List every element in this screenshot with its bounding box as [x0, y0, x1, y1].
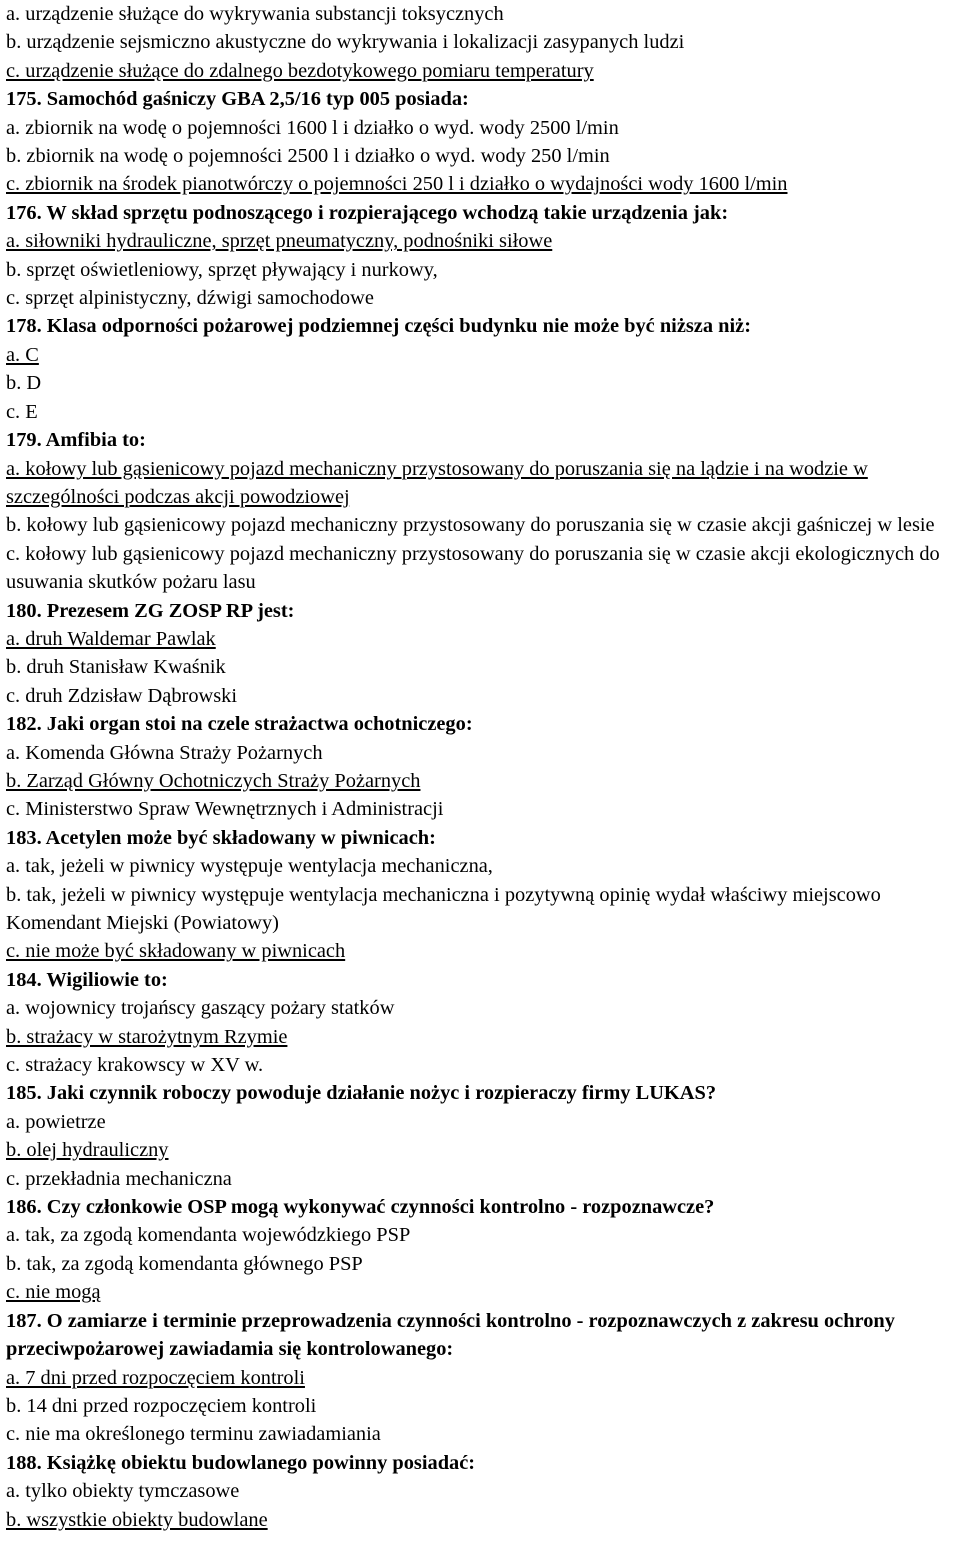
answer-line: c. E	[6, 400, 38, 423]
answer-line: b. 14 dni przed rozpoczęciem kontroli	[6, 1394, 317, 1417]
answer-line: a. wojownicy trojańscy gaszący pożary statków	[6, 997, 395, 1020]
answer-line: a. urządzenie służące do wykrywania substancji toksycznych	[6, 3, 504, 25]
correct-answer-line: a. kołowy lub gąsienicowy pojazd mechaniczny przystosowany do poruszania się na lądzie i na wodzie w szczególności podczas akcji powodziowej	[6, 457, 868, 508]
answer-line: a. tak, za zgodą komendanta wojewódzkiego PSP	[6, 1224, 411, 1247]
question-line: 176. W skład sprzętu podnoszącego i rozpierającego wchodzą takie urządzenia jak:	[6, 201, 729, 224]
correct-answer-line: c. urządzenie służące do zdalnego bezdotykowego pomiaru temperatury	[6, 59, 594, 82]
question-line: 183. Acetylen może być składowany w piwnicach:	[6, 826, 436, 849]
answer-line: a. tak, jeżeli w piwnicy występuje wentylacja mechaniczna,	[6, 855, 493, 878]
answer-line: c. nie ma określonego terminu zawiadamiania	[6, 1423, 381, 1446]
answer-line: b. zbiornik na wodę o pojemności 2500 l i działko o wyd. wody 250 l/min	[6, 145, 610, 168]
correct-answer-line: a. 7 dni przed rozpoczęciem kontroli	[6, 1366, 305, 1389]
question-line: 178. Klasa odporności pożarowej podziemnej części budynku nie może być niższa niż:	[6, 315, 751, 338]
question-line: 182. Jaki organ stoi na czele strażactwa ochotniczego:	[6, 713, 473, 736]
question-line: 184. Wigiliowie to:	[6, 968, 168, 991]
answer-line: a. tylko obiekty tymczasowe	[6, 1480, 240, 1503]
correct-answer-line: b. strażacy w starożytnym Rzymie	[6, 1025, 288, 1048]
correct-answer-line: b. wszystkie obiekty budowlane	[6, 1508, 268, 1531]
question-line: 188. Książkę obiektu budowlanego powinny posiadać:	[6, 1451, 476, 1474]
answer-line: b. kołowy lub gąsienicowy pojazd mechaniczny przystosowany do poruszania się w czasie akcji gaśniczej w lesie	[6, 514, 935, 537]
answer-line: a. Komenda Główna Straży Pożarnych	[6, 741, 323, 764]
answer-line: c. strażacy krakowscy w XV w.	[6, 1054, 264, 1077]
correct-answer-line: a. druh Waldemar Pawlak	[6, 627, 216, 650]
correct-answer-line: b. Zarząd Główny Ochotniczych Straży Pożarnych	[6, 769, 421, 792]
question-line: 187. O zamiarze i terminie przeprowadzenia czynności kontrolno - rozpoznawczych z zakresu ochrony przeciwpożarowej zawiadamia się kontrolowanego:	[6, 1309, 895, 1361]
correct-answer-line: a. siłowniki hydrauliczne, sprzęt pneumatyczny, podnośniki siłowe	[6, 230, 553, 253]
correct-answer-line: c. zbiornik na środek pianotwórczy o pojemności 250 l i działko o wydajności wody 1600 l/min	[6, 173, 788, 196]
answer-line: c. sprzęt alpinistyczny, dźwigi samochodowe	[6, 287, 374, 310]
answer-line: a. zbiornik na wodę o pojemności 1600 l i działko o wyd. wody 2500 l/min	[6, 116, 619, 139]
answer-line: b. sprzęt oświetleniowy, sprzęt pływający i nurkowy,	[6, 258, 438, 281]
answer-line: b. tak, jeżeli w piwnicy występuje wentylacja mechaniczna i pozytywną opinię wydał właściwy miejscowo Komendant Miejski (Powiatowy)	[6, 883, 881, 934]
question-line: 180. Prezesem ZG ZOSP RP jest:	[6, 599, 295, 622]
answer-line: c. kołowy lub gąsienicowy pojazd mechaniczny przystosowany do poruszania się w czasie akcji ekologicznych do usuwania skutków pożaru lasu	[6, 542, 940, 594]
answer-line: c. druh Zdzisław Dąbrowski	[6, 684, 238, 707]
question-line: 186. Czy członkowie OSP mogą wykonywać czynności kontrolno - rozpoznawcze?	[6, 1196, 715, 1219]
answer-line: b. tak, za zgodą komendanta głównego PSP	[6, 1252, 363, 1275]
correct-answer-line: b. olej hydrauliczny	[6, 1139, 169, 1162]
correct-answer-line: c. nie może być składowany w piwnicach	[6, 940, 346, 963]
correct-answer-line: c. nie mogą	[6, 1281, 101, 1304]
question-line: 179. Amfibia to:	[6, 429, 146, 452]
answer-line: b. urządzenie sejsmiczno akustyczne do wykrywania i lokalizacji zasypanych ludzi	[6, 31, 685, 54]
question-line: 185. Jaki czynnik roboczy powoduje działanie nożyc i rozpieraczy firmy LUKAS?	[6, 1082, 717, 1105]
answer-line: b. D	[6, 372, 42, 395]
correct-answer-line: a. C	[6, 343, 39, 366]
answer-line: c. Ministerstwo Spraw Wewnętrznych i Administracji	[6, 798, 444, 821]
question-line: 175. Samochód gaśniczy GBA 2,5/16 typ 005 posiada:	[6, 88, 469, 111]
answer-line: c. przekładnia mechaniczna	[6, 1167, 232, 1190]
answer-line: a. powietrze	[6, 1110, 106, 1133]
answer-line: b. druh Stanisław Kwaśnik	[6, 656, 226, 679]
